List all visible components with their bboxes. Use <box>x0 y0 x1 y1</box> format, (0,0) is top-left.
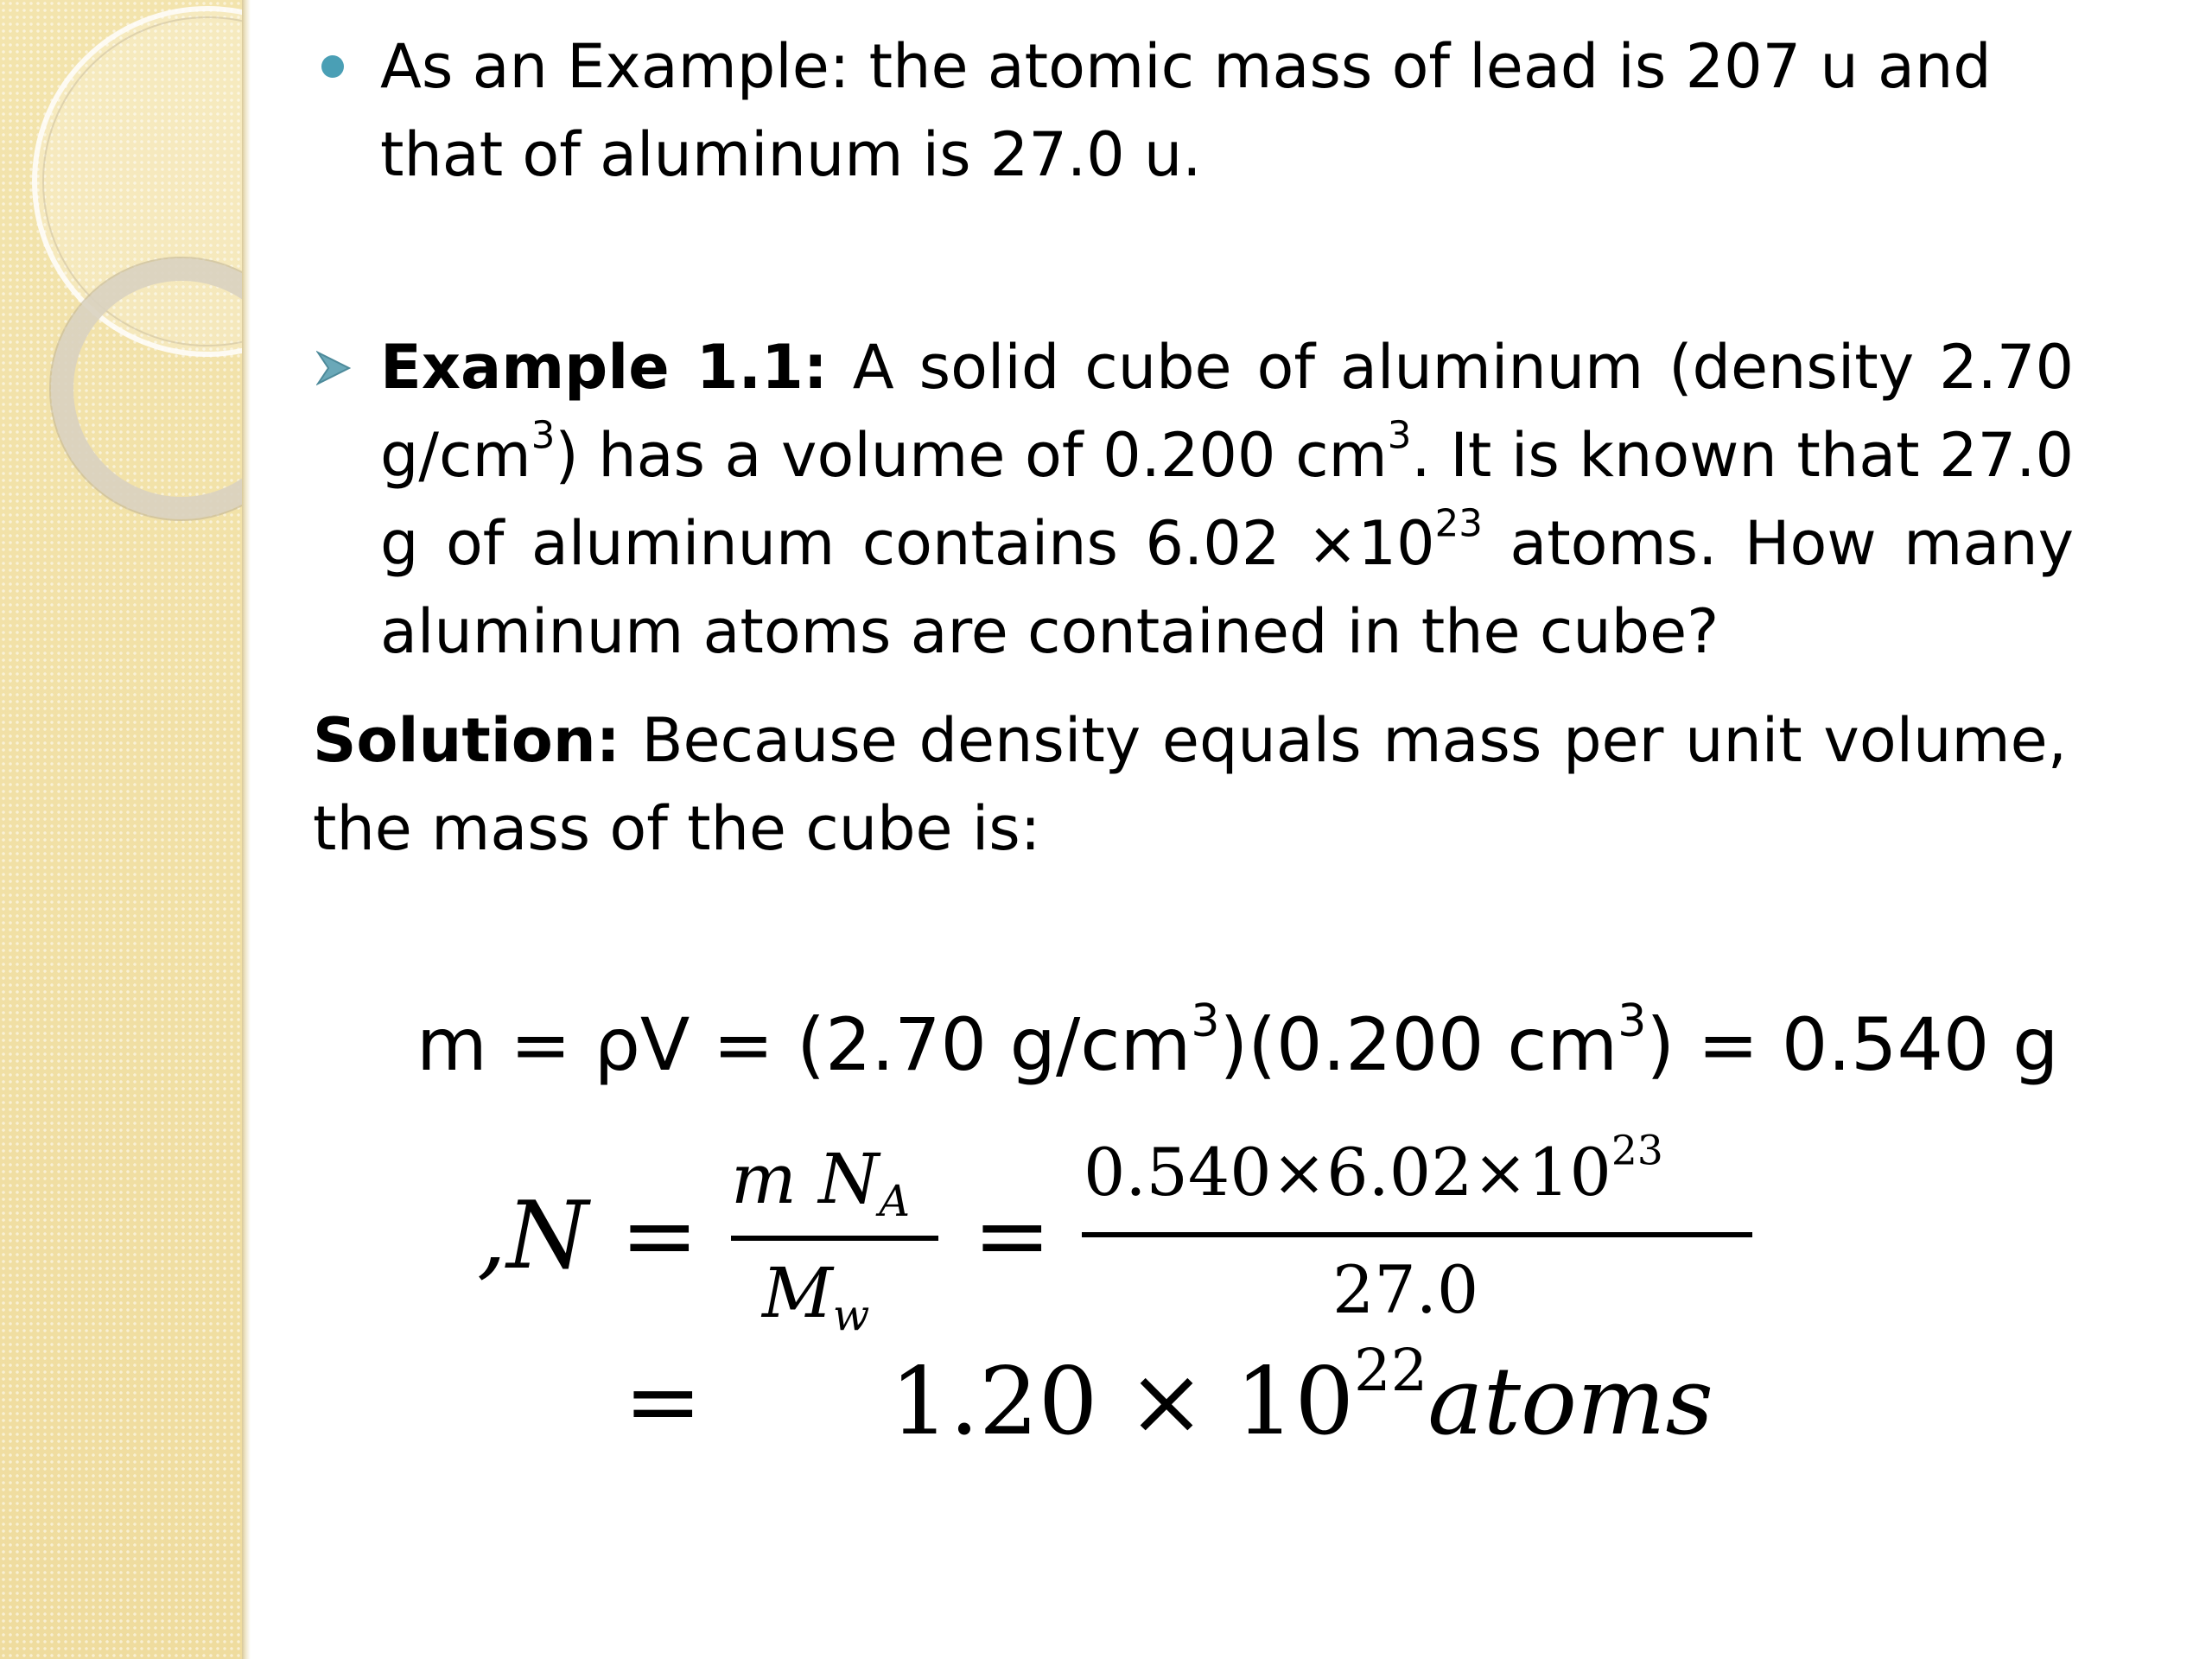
denominator-text: M <box>762 1253 833 1333</box>
result-number: 1.20 × 10 <box>890 1348 1355 1456</box>
bullet-text-line-2: that of aluminum is 27.0 u. <box>380 119 1202 190</box>
superscript: 3 <box>1618 995 1647 1047</box>
result-unit: atoms <box>1427 1348 1713 1456</box>
equals-sign: = <box>973 1182 1052 1290</box>
subscript: A <box>879 1175 911 1226</box>
example-text: A solid cube of aluminum (density 2.70 g/cm <box>380 332 2074 491</box>
result-value <box>890 1336 1713 1456</box>
fraction-bar <box>731 1236 938 1241</box>
solution-text: Because density equals mass per unit volume, the mass of the cube is: <box>313 705 2067 864</box>
example-text: atoms. How many aluminum atoms are contained in the cube? <box>380 508 2075 667</box>
numerator-text: 0.540×6.02×10 <box>1084 1134 1611 1211</box>
bullet-text-line-1: As an Example: the atomic mass of lead is 207 u and <box>380 31 1992 102</box>
superscript: 23 <box>1434 502 1483 546</box>
decorative-side-strip <box>0 0 242 1659</box>
equation-text: ) = 0.540 g <box>1646 1002 2059 1087</box>
example-paragraph <box>380 323 2074 676</box>
equals-sign: = <box>620 1182 699 1290</box>
round-bullet <box>321 55 344 78</box>
arrow-bullet-icon <box>316 349 351 387</box>
fraction-numerator <box>731 1139 911 1226</box>
solution-paragraph <box>313 696 2067 873</box>
equation-text: )(0.200 cm <box>1219 1002 1618 1087</box>
equation-text: m = ρV = (2.70 g/cm <box>416 1002 1192 1087</box>
fraction-denominator <box>762 1253 870 1340</box>
equals-sign: = <box>624 1348 702 1456</box>
solution-label: Solution: <box>313 705 620 776</box>
superscript: 3 <box>1191 995 1220 1047</box>
strip-edge-shadow <box>242 0 251 1659</box>
superscript: 3 <box>1387 414 1412 458</box>
fraction-bar <box>1082 1232 1752 1237</box>
numerator-text: m N <box>731 1139 880 1219</box>
fraction-denominator: 27.0 <box>1332 1251 1479 1328</box>
example-text: . It is known that 27.0 g of aluminum contains 6.02 ×10 <box>380 420 2075 579</box>
superscript: 3 <box>531 414 556 458</box>
decorative-rings <box>0 0 242 605</box>
subscript: w <box>832 1289 870 1340</box>
example-label: Example 1.1: <box>380 332 828 403</box>
superscript: 22 <box>1354 1336 1428 1404</box>
equation-lhs: ,N <box>477 1182 588 1290</box>
mass-equation <box>416 995 2059 1087</box>
fraction-numerator <box>1084 1127 1663 1211</box>
example-text: ) has a volume of 0.200 cm <box>555 420 1388 491</box>
superscript: 23 <box>1611 1127 1663 1175</box>
